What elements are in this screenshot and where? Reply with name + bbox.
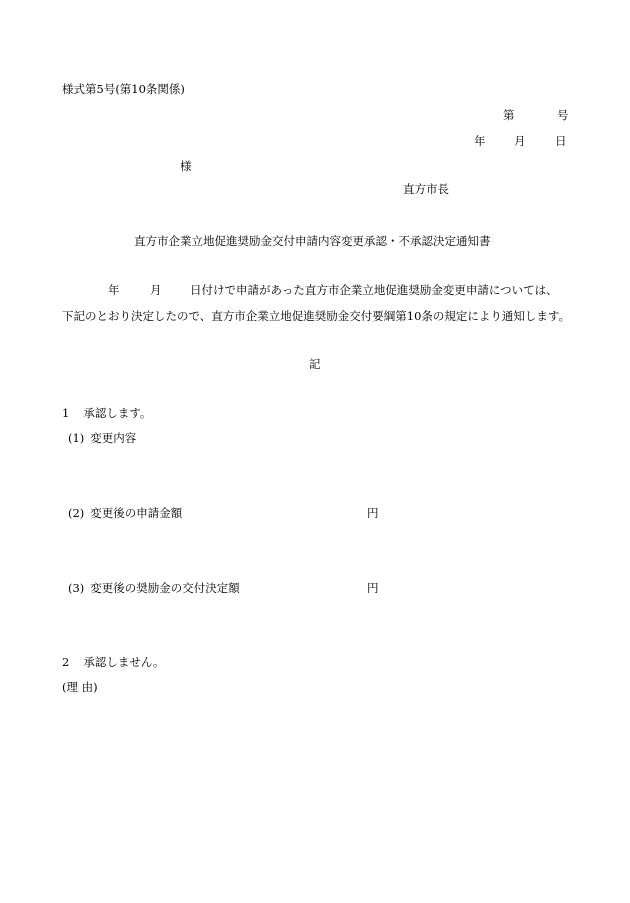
body-line-1 — [108, 285, 558, 297]
sender-name: 直方市長 — [403, 182, 449, 196]
body-year-label: 年 — [108, 283, 120, 297]
body-line-1-text: 日付けで申請があった直方市企業立地促進奨励金変更申請については、 — [190, 283, 558, 297]
ki-heading: 記 — [309, 357, 321, 371]
item-3-label: 変更後の奨励金の交付決定額 — [90, 581, 240, 595]
section-1-text: 承認します。 — [83, 406, 152, 420]
item-2-unit: 円 — [367, 506, 379, 520]
item-3 — [68, 583, 240, 595]
date-month-label: 月 — [514, 134, 526, 148]
section-2-text: 承認しません。 — [83, 655, 165, 669]
item-2 — [68, 508, 182, 520]
item-1-label: 変更内容 — [90, 431, 137, 445]
document-title: 直方市企業立地促進奨励金交付申請内容変更承認・不承認決定通知書 — [134, 234, 491, 248]
reason-label: (理 由) — [62, 680, 98, 694]
item-3-unit: 円 — [367, 581, 379, 595]
section-2-heading — [62, 657, 165, 669]
form-label: 様式第5号(第10条関係) — [62, 82, 185, 96]
section-1-number: 1 — [62, 406, 70, 420]
document-number-prefix: 第 — [503, 108, 515, 122]
date-day-label: 日 — [555, 134, 567, 148]
item-3-number: (3) — [68, 581, 85, 595]
addressee-suffix: 様 — [180, 159, 192, 173]
body-month-label: 月 — [150, 283, 162, 297]
item-1 — [68, 433, 136, 445]
item-1-number: (1) — [68, 431, 85, 445]
section-2-number: 2 — [62, 655, 70, 669]
date-year-label: 年 — [474, 134, 486, 148]
item-2-number: (2) — [68, 506, 85, 520]
item-2-label: 変更後の申請金額 — [90, 506, 183, 520]
body-line-2: 下記のとおり決定したので、直方市企業立地促進奨励金交付要綱第10条の規定により通知します。 — [62, 309, 570, 323]
section-1-heading — [62, 408, 151, 420]
document-number-suffix: 号 — [557, 108, 569, 122]
